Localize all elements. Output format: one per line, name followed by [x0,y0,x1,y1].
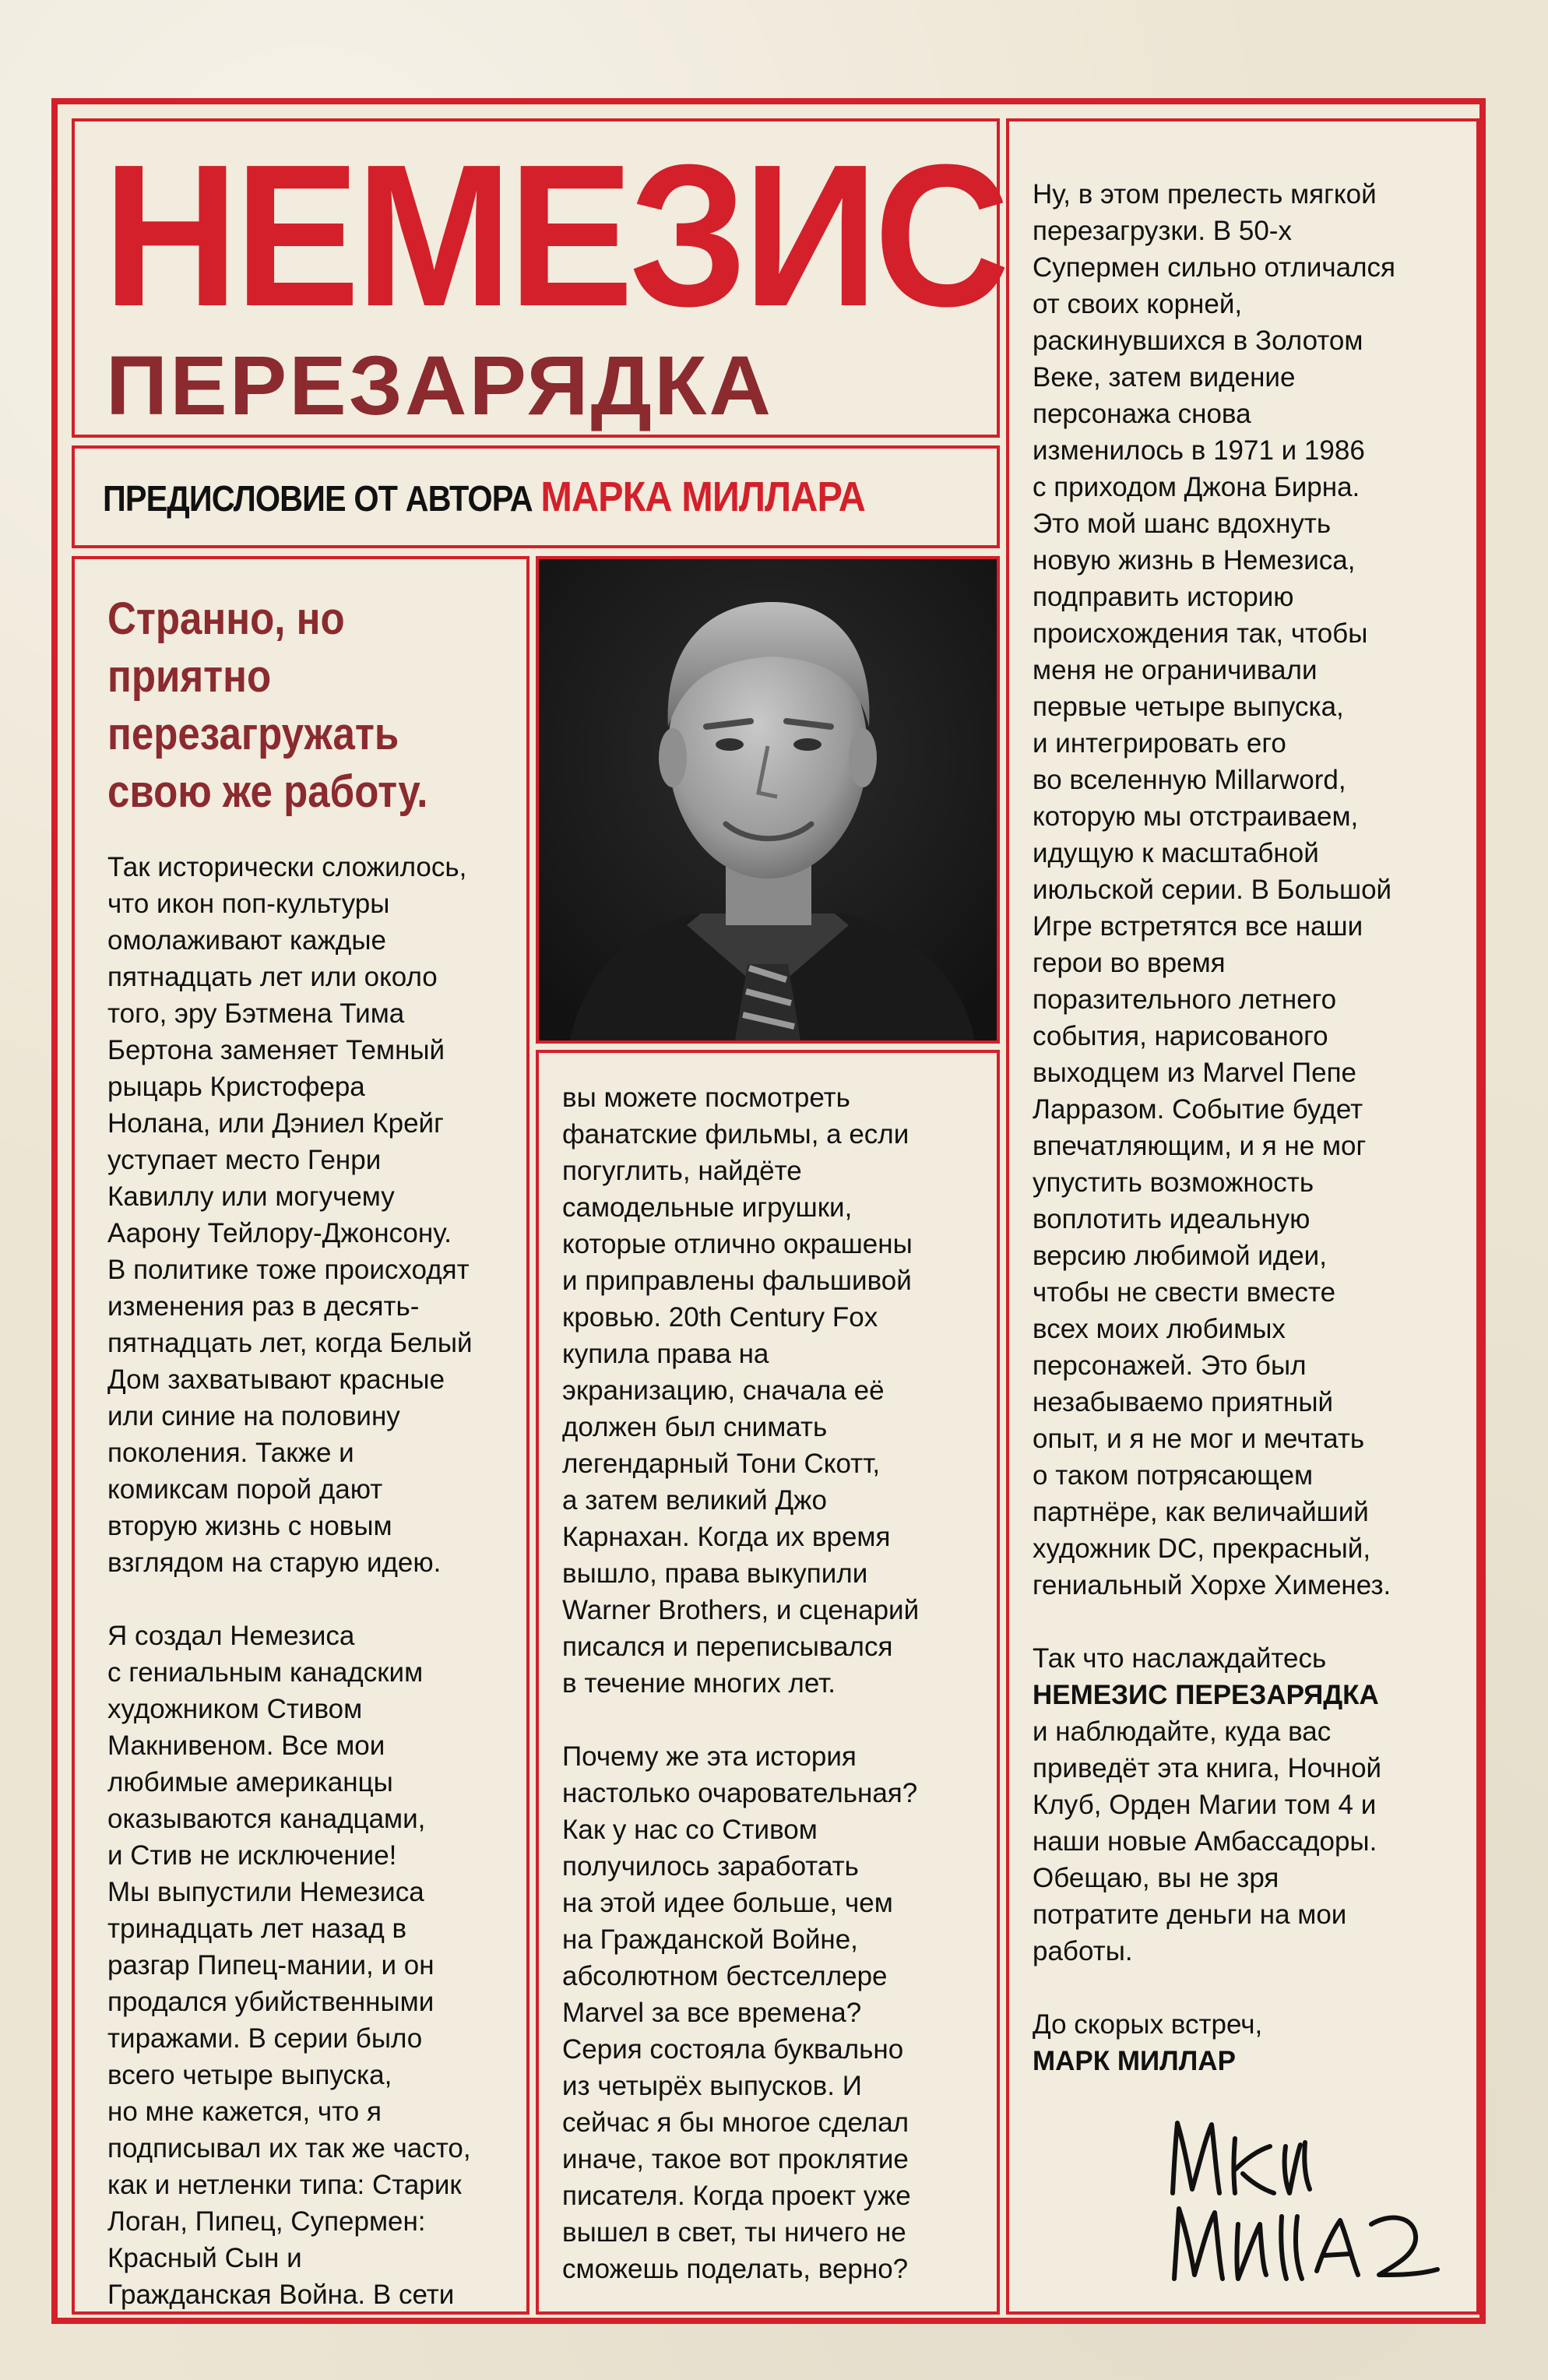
column-1-text: Так исторически сложилось, что икон поп-культуры омолаживают каждые пятнадцать лет или около того, эру Бэтмена Тима Бертона заменяет Темный рыцарь Кристофера Нолана, или Дэниел Крейг уступает место Генри Кавиллу или могучему Аарону Тейлору-Джонсону. В политике тоже происходят изменения раз в десять- пятнадцать лет, когда Белый Дом захватывают красные или синие на половину поколения. Также и комиксам порой дают вторую жизнь с новым взглядом на старую идею. Я создал Немезиса с гениальным канадским художником Стивом Макнивеном. Все мои любимые американцы оказываются канадцами, и Стив не исключение! Мы выпустили Немезиса тринадцать лет назад в разгар Пипец-мании, и он продался убийственными тиражами. В серии было всего четыре выпуска, но мне кажется, что я подписывал их так же часто, как и нетленки типа: Старик Логан, Пипец, Супермен: Красный Сын и Гражданская Война. В сети [107,852,473,2310]
column-1 [72,556,529,2315]
author-name: МАРК МИЛЛАР [1033,2046,1236,2076]
column-3-text-a: Ну, в этом прелесть мягкой перезагрузки. В 50-х Супермен сильно отличался от своих корней, раскинувшихся в Золотом Веке, затем видение персонажа снова изменилось в 1971 и 1986 с приходом Джона Бирна. Это мой шанс вдохнуть новую жизнь в Немезиса, подправить историю происхождения так, чтобы меня не ограничивали первые четыре выпуска, и интегрировать его во вселенную Millarword, которую мы отстраиваем, идущую к масштабной июльской серии. В Большой Игре встретятся все наши герои во время поразительного летнего события, нарисованого выходцем из Marvel Пепе Ларразом. Событие будет впечатляющим, и я не мог упустить возможность воплотить идеальную версию любимой идеи, чтобы не свести вместе всех моих любимых персонажей. Это был незабываемо приятный опыт, и я не мог и мечтать о таком потрясающем партнёре, как величайший художник DC, прекрасный, гениальный Хорхе Хименез. Так что наслаждайтесь [1033,179,1395,1674]
column-3 [1006,118,1479,2315]
page-title: НЕМЕЗИС [103,123,1006,349]
column-2-text: вы можете посмотреть фанатские фильмы, а если погуглить, найдёте самодельные игрушки, которые отлично окрашены и приправлены фальшивой кровью. 20th Century Fox купила права на экранизацию, сначала её должен был снимать легендарный Тони Скотт, а затем великий Джо Карнахан. Когда их время вышло, права выкупили Warner Brothers, и сценарий писался и переписывался в течение многих лет. Почему же эта история настолько очаровательная? Как у нас со Стивом получилось заработать на этой идее больше, чем на Гражданской Войне, абсолютном бестселлере Marvel за все времена? Серия состояла буквально из четырёх выпусков. И сейчас я бы многое сделал иначе, такое вот проклятие писателя. Когда проект уже вышел в свет, ты ничего не сможешь поделать, верно? [562,1083,920,2284]
column-3-text-b: и наблюдайте, куда вас приведёт эта книга, Ночной Клуб, Орден Магии том 4 и наши новые Амбассадоры. Обещаю, вы не зря потратите деньги на мои работы. До скорых встреч, [1033,1716,1382,2040]
byline-author: МАРКА МИЛЛАРА [540,474,865,520]
author-photo [539,559,997,1040]
page-subtitle: ПЕРЕЗАРЯДКА [106,338,774,432]
author-signature [1157,2115,1469,2294]
page-frame [51,98,1486,2324]
column-3-bold-title: НЕМЕЗИС ПЕРЕЗАРЯДКА [1033,1680,1379,1710]
lead-quote: Странно, но приятно перезагружать свою же работу. [107,593,428,817]
column-3-text [1033,176,1484,2079]
title-panel [72,118,1006,438]
column-2 [536,1050,1000,2315]
byline-prefix: ПРЕДИСЛОВИЕ ОТ АВТОРА [103,478,533,519]
byline-panel [72,445,1000,548]
author-photo-panel [536,556,1000,1044]
byline [103,474,865,522]
